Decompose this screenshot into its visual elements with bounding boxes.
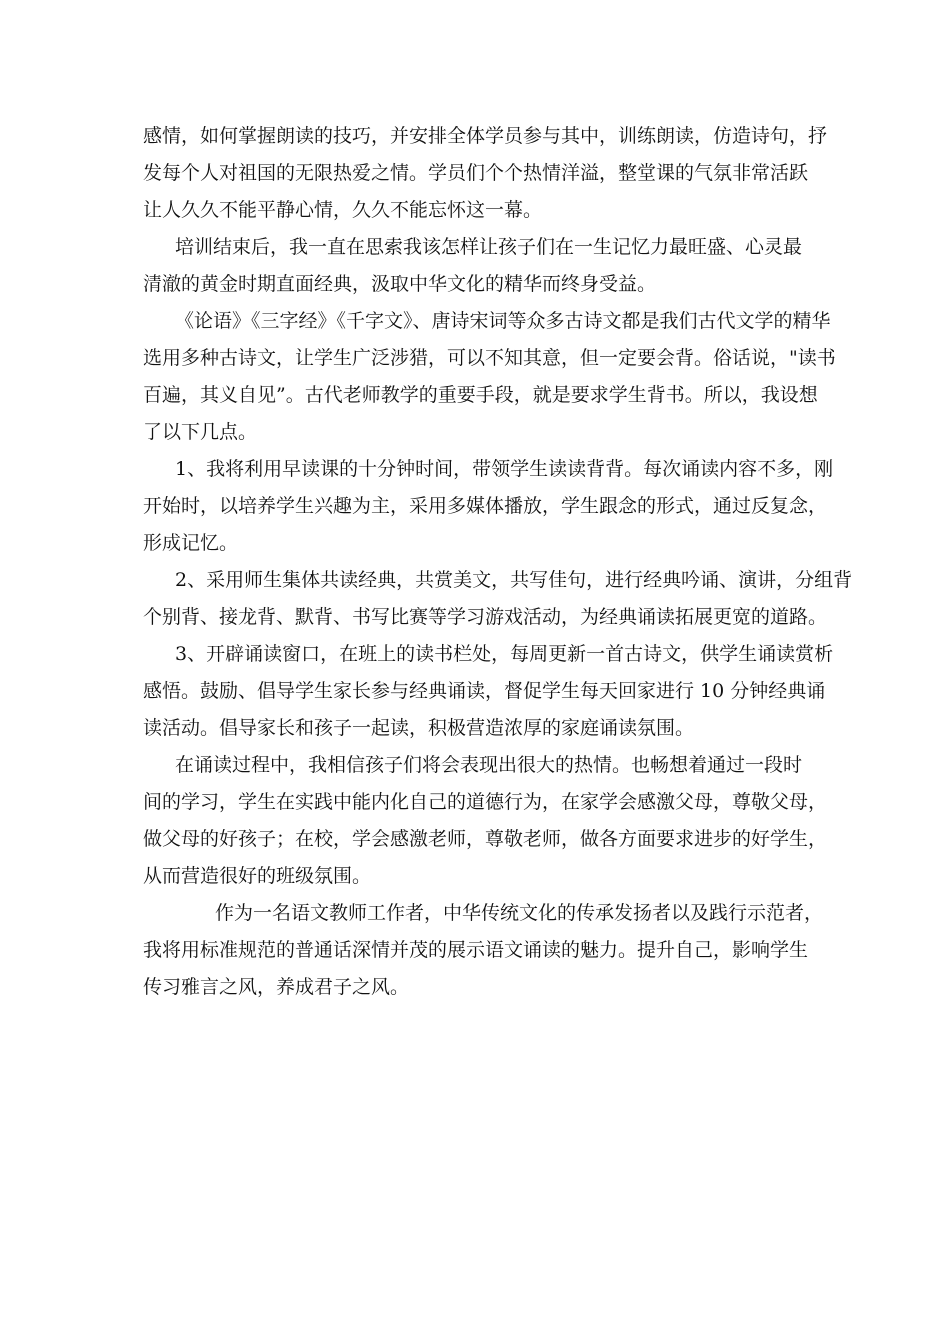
text-line: 开始时，以培养学生兴趣为主，采用多媒体播放，学生跟念的形式，通过反复念， [143, 495, 828, 517]
text-line: 传习雅言之风，养成君子之风。 [143, 976, 410, 998]
text-line: 2、采用师生集体共读经典，共赏美文，共写佳句，进行经典吟诵、演讲，分组背 [175, 569, 853, 591]
text-line: 《论语》《三字经》《千字文》、唐诗宋词等众多古诗文都是我们古代文学的精华 [175, 310, 831, 332]
text-line: 间的学习，学生在实践中能内化自己的道德行为，在家学会感激父母，尊敬父母， [143, 791, 828, 813]
text-line: 1、我将利用早读课的十分钟时间，带领学生读读背背。每次诵读内容不多，刚 [175, 458, 834, 480]
document-body [143, 118, 853, 1006]
text-line: 培训结束后，我一直在思索我该怎样让孩子们在一生记忆力最旺盛、心灵最 [175, 236, 803, 258]
text-line: 选用多种古诗文，让学生广泛涉猎，可以不知其意，但一定要会背。俗话说，"读书 [143, 347, 836, 369]
text-line: 我将用标准规范的普通话深情并茂的展示语文诵读的魅力。提升自己，影响学生 [143, 939, 809, 961]
text-line: 发每个人对祖国的无限热爱之情。学员们个个热情洋溢，整堂课的气氛非常活跃 [143, 162, 809, 184]
text-line: 读活动。倡导家长和孩子一起读，积极营造浓厚的家庭诵读氛围。 [143, 717, 695, 739]
text-line: 让人久久不能平静心情，久久不能忘怀这一幕。 [143, 199, 543, 221]
text-line: 在诵读过程中，我相信孩子们将会表现出很大的热情。也畅想着通过一段时 [175, 754, 803, 776]
text-line: 清澈的黄金时期直面经典，汲取中华文化的精华而终身受益。 [143, 273, 657, 295]
text-line: 感情，如何掌握朗读的技巧，并安排全体学员参与其中，训练朗读，仿造诗句，抒 [143, 125, 828, 147]
text-line: 感悟。鼓励、倡导学生家长参与经典诵读，督促学生每天回家进行 10 分钟经典诵 [143, 680, 826, 702]
text-line: 了以下几点。 [143, 421, 258, 443]
text-line: 形成记忆。 [143, 532, 239, 554]
text-line: 3、开辟诵读窗口，在班上的读书栏处，每周更新一首古诗文，供学生诵读赏析 [175, 643, 834, 665]
text-line: 个别背、接龙背、默背、书写比赛等学习游戏活动，为经典诵读拓展更宽的道路。 [143, 606, 828, 628]
text-line: 百遍，其义自见”。古代老师教学的重要手段，就是要求学生背书。所以，我设想 [143, 384, 818, 406]
text-line: 作为一名语文教师工作者，中华传统文化的传承发扬者以及践行示范者， [215, 902, 824, 924]
text-line: 做父母的好孩子；在校，学会感激老师，尊敬老师，做各方面要求进步的好学生， [143, 828, 828, 850]
text-line: 从而营造很好的班级氛围。 [143, 865, 372, 887]
